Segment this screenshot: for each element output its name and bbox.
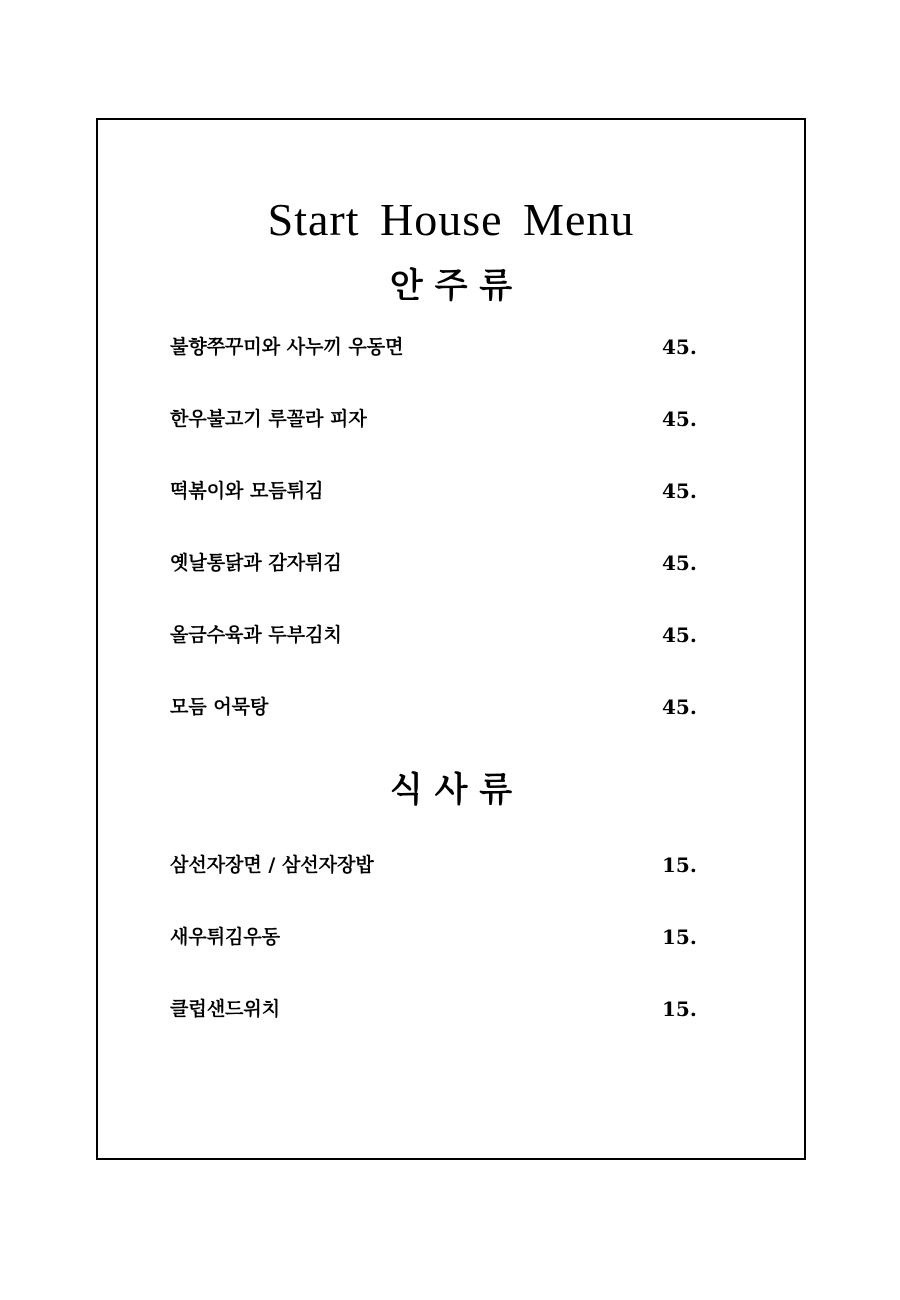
- item-price: 45.: [662, 551, 697, 575]
- section-heading-snacks: 안 주 류: [389, 266, 513, 306]
- item-price: 15.: [662, 997, 697, 1021]
- item-price: 45.: [662, 407, 697, 431]
- menu-item: [170, 406, 710, 478]
- item-name: 한우불고기 루꼴라 피자: [170, 408, 367, 430]
- item-price: 45.: [662, 479, 697, 503]
- menu-item: [170, 478, 710, 550]
- item-name: 올금수육과 두부김치: [170, 624, 342, 646]
- snacks-list: [170, 334, 710, 766]
- item-price: 15.: [662, 853, 697, 877]
- menu-item: [170, 334, 710, 406]
- menu-title: Start House Menu: [267, 194, 635, 245]
- item-price: 45.: [662, 335, 697, 359]
- meals-list: [170, 852, 710, 1068]
- item-price: 45.: [662, 695, 697, 719]
- menu-frame: [96, 118, 806, 1160]
- item-name: 떡볶이와 모듬튀김: [170, 480, 324, 502]
- menu-item: [170, 852, 710, 924]
- menu-item: [170, 924, 710, 996]
- menu-item: [170, 996, 710, 1068]
- item-name: 불향쭈꾸미와 사누끼 우동면: [170, 336, 404, 358]
- section-heading-meals: 식 사 류: [389, 770, 513, 810]
- menu-item: [170, 622, 710, 694]
- item-name: 모듬 어묵탕: [170, 696, 269, 718]
- item-price: 15.: [662, 925, 697, 949]
- item-name: 새우튀김우동: [170, 926, 281, 948]
- menu-item: [170, 550, 710, 622]
- menu-item: [170, 694, 710, 766]
- item-name: 클럽샌드위치: [170, 998, 281, 1020]
- item-name: 옛날통닭과 감자튀김: [170, 552, 342, 574]
- item-name: 삼선자장면 / 삼선자장밥: [170, 854, 374, 876]
- item-price: 45.: [662, 623, 697, 647]
